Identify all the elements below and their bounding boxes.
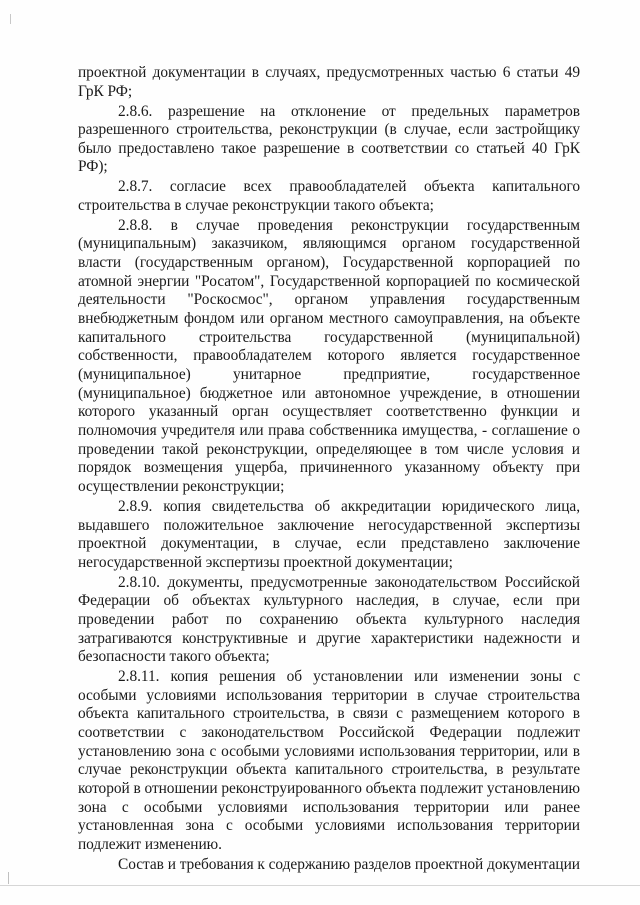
scan-artifact-bottom-left (8, 872, 9, 884)
paragraph-2-8-7: 2.8.7. согласие всех правообладателей объекта капитального строительства в случае реконструкции такого объекта; (78, 178, 580, 214)
document-body (78, 64, 580, 876)
paragraph-continuation: проектной документации в случаях, предусмотренных частью 6 статьи 49 ГрК РФ; (78, 64, 580, 100)
paragraph-2-8-9: 2.8.9. копия свидетельства об аккредитации юридического лица, выдавшего положительное заключение негосударственной экспертизы проектной документации, в случае, если представлено заключение негосударственной экспертизы проектной документации; (78, 497, 580, 571)
paragraph-2-8-6: 2.8.6. разрешение на отклонение от предельных параметров разрешенного строительства, реконструкции (в случае, если застройщику было предоставлено такое разрешение в соответствии со статьей 40 ГрК РФ); (78, 102, 580, 176)
paragraph-2-8-10: 2.8.10. документы, предусмотренные законодательством Российской Федерации об объектах культурного наследия, в случае, если при проведении работ по сохранению объекта культурного наследия затрагиваются конструктивные и другие характеристики надежности и безопасности такого объекта; (78, 573, 580, 666)
paragraph-sostav: Состав и требования к содержанию разделов проектной документации (118, 855, 580, 873)
scan-artifact-top (10, 14, 11, 24)
paragraph-2-8-11: 2.8.11. копия решения об установлении или изменении зоны с особыми условиями использования территории в случае строительства объекта капитального строительства, в связи с размещением которого в соответствии с законодательством Российской Федерации подлежит установлению зона с особыми условиями использования территории, или в случае реконструкции объекта капитального строительства, в результате которой в отношении реконструированного объекта подлежит установлению зона с особыми условиями использования территории или ранее установленная зона с особыми условиями использования территории подлежит изменению. (78, 668, 581, 854)
paragraph-2-8-8: 2.8.8. в случае проведения реконструкции государственным (муниципальным) заказчиком, являющимся органом государственной власти (государственным органом), Государственной корпорацией по атомной энергии "Росатом", Государственной корпорацией по космической деятельности "Роскосмос", органом управления государственным внебюджетным фондом или органом местного самоуправления, на объекте капитального строительства государственной (муниципальной) собственности, правообладателем которого является государственное (муниципальное) унитарное предприятие, государственное (муниципальное) бюджетное или автономное учреждение, в отношении которого указанный орган осуществляет соответственно функции и полномочия учредителя или права собственника имущества, - соглашение о проведении такой реконструкции, определяющее в том числе условия и порядок возмещения ущерба, причиненного указанному объекту при осуществлении реконструкции; (78, 216, 580, 495)
scan-artifact-bottom-line (0, 885, 640, 886)
